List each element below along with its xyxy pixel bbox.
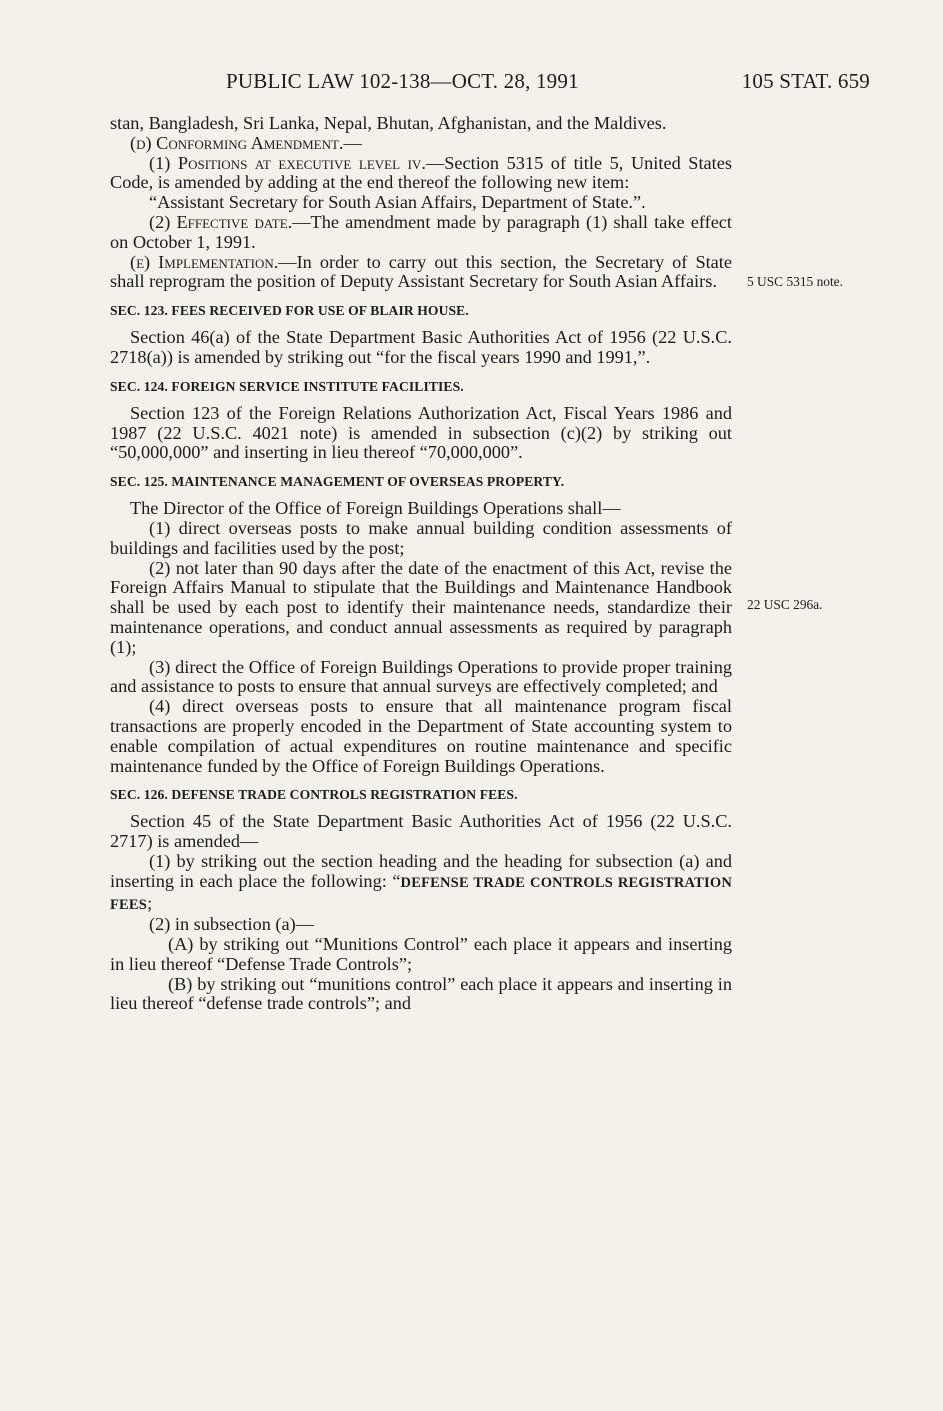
section-125-item-4: (4) direct overseas posts to ensure that all maintenance program fiscal transactions are properly encoded in the Department of State accounting system to enable compilation of actual expenditures on routine maintenance and specific maintenance funded by the Office of Foreign Buildings Operations.: [110, 696, 732, 776]
section-126-intro: Section 45 of the State Department Basic Authorities Act of 1956 (22 U.S.C. 2717) is amended—: [110, 811, 732, 852]
margin-note-22usc: 22 USC 296a.: [747, 597, 823, 612]
section-125-item-1: (1) direct overseas posts to make annual building condition assessments of buildings and facilities used by the post;: [110, 517, 732, 558]
paragraph-d1: [110, 154, 732, 194]
defense-trade-heading-smallcaps: DEFENSE TRADE CONTROLS REGISTRATION FEES: [110, 874, 733, 913]
paragraph-continued: stan, Bangladesh, Sri Lanka, Nepal, Bhutan, Afghanistan, and the Maldives.: [110, 113, 667, 133]
section-126-item-1: (1) by striking out the section heading and the heading for subsection (a) and inserting in each place the following: “DEFENSE TRADE CONTROLS REGISTRATION FEES;: [110, 850, 733, 913]
header-stat-page: 105 STAT. 659: [741, 69, 870, 93]
subsection-e-label: (e) Implementation.: [130, 251, 279, 272]
section-126-item-2A: (A) by striking out “Munitions Control” each place it appears and inserting in lieu thereof “Defense Trade Controls”;: [110, 934, 732, 974]
quoted-item: “Assistant Secretary for South Asian Affairs, Department of State.”.: [149, 192, 646, 213]
paragraph-d1-text: —Section 5315 of title 5, United States Code, is amended by adding at the end thereof the following new item:: [110, 152, 732, 193]
section-125-item-3: (3) direct the Office of Foreign Buildings Operations to provide proper training and assistance to posts to ensure that annual surveys are effectively completed; and: [110, 656, 732, 697]
section-124-text: Section 123 of the Foreign Relations Authorization Act, Fiscal Years 1986 and 1987 (22 U.S.C. 4021 note) is amended in subsection (c)(2) by striking out “50,000,000” and inserting in lieu thereof “70,000,000”.: [110, 402, 732, 463]
section-126-item-2B: (B) by striking out “munitions control” each place it appears and inserting in lieu thereof “defense trade controls”; and: [110, 973, 732, 1014]
section-125-item-2: (2) not later than 90 days after the date of the enactment of this Act, revise the Foreign Affairs Manual to stipulate that the Buildings and Maintenance Handbook shall be used by each post to identify their maintenance needs, standardize their maintenance operations, and conduct annual assessments as required by paragraph (1);: [110, 557, 732, 657]
section-126-heading: SEC. 126. DEFENSE TRADE CONTROLS REGISTRATION FEES.: [110, 787, 518, 803]
section-125-intro: The Director of the Office of Foreign Buildings Operations shall—: [130, 498, 621, 519]
section-124-heading: SEC. 124. FOREIGN SERVICE INSTITUTE FACILITIES.: [110, 378, 464, 394]
subsection-e: [110, 253, 732, 293]
section-123-heading: SEC. 123. FEES RECEIVED FOR USE OF BLAIR HOUSE.: [110, 303, 469, 319]
body-text: [110, 114, 732, 1014]
subsection-e-text: —In order to carry out this section, the Secretary of State shall reprogram the position of Deputy Assistant Secretary for South Asian Affairs.: [110, 251, 732, 292]
section-126-item-2: (2) in subsection (a)—: [149, 914, 314, 935]
paragraph-d2: [110, 213, 732, 253]
paragraph-d2-label: (2) Effective date.: [149, 211, 293, 232]
paragraph-d1-label: (1) Positions at executive level iv.: [149, 152, 426, 173]
subsection-d-heading: (d) Conforming Amendment.—: [130, 132, 362, 153]
section-123-text: Section 46(a) of the State Department Basic Authorities Act of 1956 (22 U.S.C. 2718(a)) is amended by striking out “for the fiscal years 1990 and 1991,”.: [110, 327, 732, 367]
paragraph-d2-text: —The amendment made by paragraph (1) shall take effect on October 1, 1991.: [110, 211, 732, 252]
header-title: PUBLIC LAW 102-138—OCT. 28, 1991: [226, 69, 579, 93]
margin-note-5usc: 5 USC 5315 note.: [747, 274, 843, 289]
section-125-heading: SEC. 125. MAINTENANCE MANAGEMENT OF OVERSEAS PROPERTY.: [110, 474, 565, 490]
